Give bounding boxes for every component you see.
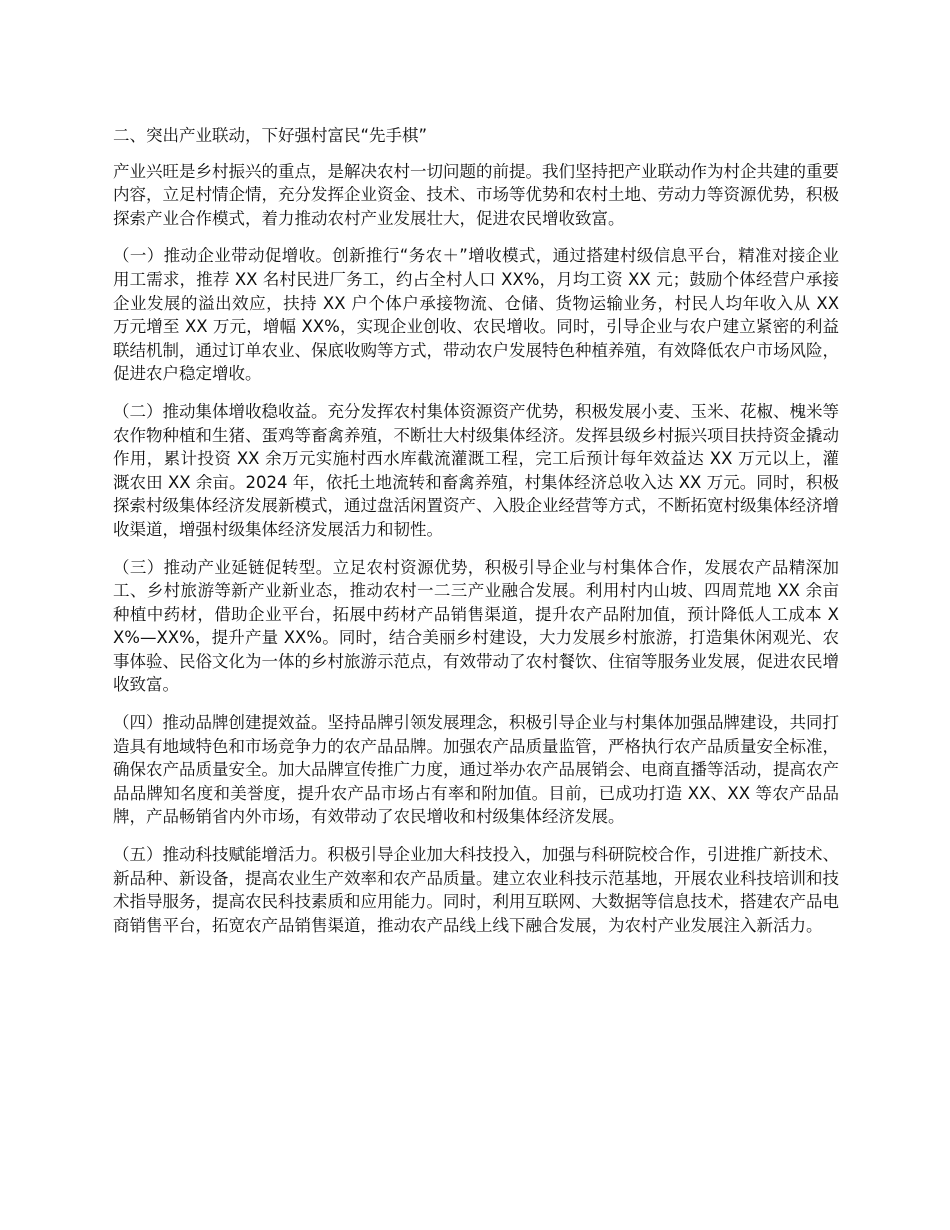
paragraph-collective-income: （二）推动集体增收稳收益。充分发挥农村集体资源资产优势，积极发展小麦、玉米、花椒、槐米等农作物种植和生猪、蛋鸡等畜禽养殖，不断壮大村级集体经济。发挥县级乡村振兴项目扶持资金撬动作用，累计投资 XX 余万元实施村西水库截流灌溉工程，完工后预计每年效益达 XX 万元以上，灌溉农田 XX 余亩。2024 年，依托土地流转和畜禽养殖，村集体经济总收入达 XX 万元。同时，积极探索村级集体经济发展新模式，通过盘活闲置资产、入股企业经营等方式，不断拓宽村级集体经济增收渠道，增强村级集体经济发展活力和韧性。 [113,401,839,539]
intro-paragraph: 产业兴旺是乡村振兴的重点，是解决农村一切问题的前提。我们坚持把产业联动作为村企共建的重要内容，立足村情企情，充分发挥企业资金、技术、市场等优势和农村土地、劳动力等资源优势，积极探索产业合作模式，着力推动农村产业发展壮大，促进农民增收致富。 [113,161,839,228]
paragraph-tech-empowerment: （五）推动科技赋能增活力。积极引导企业加大科技投入，加强与科研院校合作，引进推广新技术、新品种、新设备，提高农业生产效率和农产品质量。建立农业科技示范基地，开展农业科技培训和技术指导服务，提高农民科技素质和应用能力。同时，利用互联网、大数据等信息技术，搭建农产品电商销售平台，拓宽农产品销售渠道，推动农产品线上线下融合发展，为农村产业发展注入新活力。 [113,845,839,935]
paragraph-industry-chain: （三）推动产业延链促转型。立足农村资源优势，积极引导企业与村集体合作，发展农产品精深加工、乡村旅游等新产业新业态，推动农村一二三产业融合发展。利用村内山坡、四周荒地 XX 余亩种植中药材，借助企业平台，拓展中药材产品销售渠道，提升农产品附加值，预计降低人工成本 XX%—XX%，提升产量 XX%。同时，结合美丽乡村建设，大力发展乡村旅游，打造集休闲观光、农事体验、民俗文化为一体的乡村旅游示范点，有效带动了农村餐饮、住宿等服务业发展，促进农民增收致富。 [113,557,839,695]
paragraph-enterprise-income: （一）推动企业带动促增收。创新推行“务农＋”增收模式，通过搭建村级信息平台，精准对接企业用工需求，推荐 XX 名村民进厂务工，约占全村人口 XX%，月均工资 XX 元；鼓励个体经营户承接企业发展的溢出效应，扶持 XX 户个体户承接物流、仓储、货物运输业务，村民人均年收入从 XX 万元增至 XX 万元，增幅 XX%，实现企业创收、农民增收。同时，引导企业与农户建立紧密的利益联结机制，通过订单农业、保底收购等方式，带动农户发展特色种植养殖，有效降低农户市场风险，促进农户稳定增收。 [113,246,839,384]
document-page [113,124,839,951]
paragraph-brand-building: （四）推动品牌创建提效益。坚持品牌引领发展理念，积极引导企业与村集体加强品牌建设，共同打造具有地域特色和市场竞争力的农产品品牌。加强农产品质量监管，严格执行农产品质量安全标准，确保农产品质量安全。加大品牌宣传推广力度，通过举办农产品展销会、电商直播等活动，提高农产品品牌知名度和美誉度，提升农产品市场占有率和附加值。目前，已成功打造 XX、XX 等农产品品牌，产品畅销省内外市场，有效带动了农民增收和村级集体经济发展。 [113,713,839,827]
section-heading: 二、突出产业联动，下好强村富民“先手棋” [113,126,428,145]
